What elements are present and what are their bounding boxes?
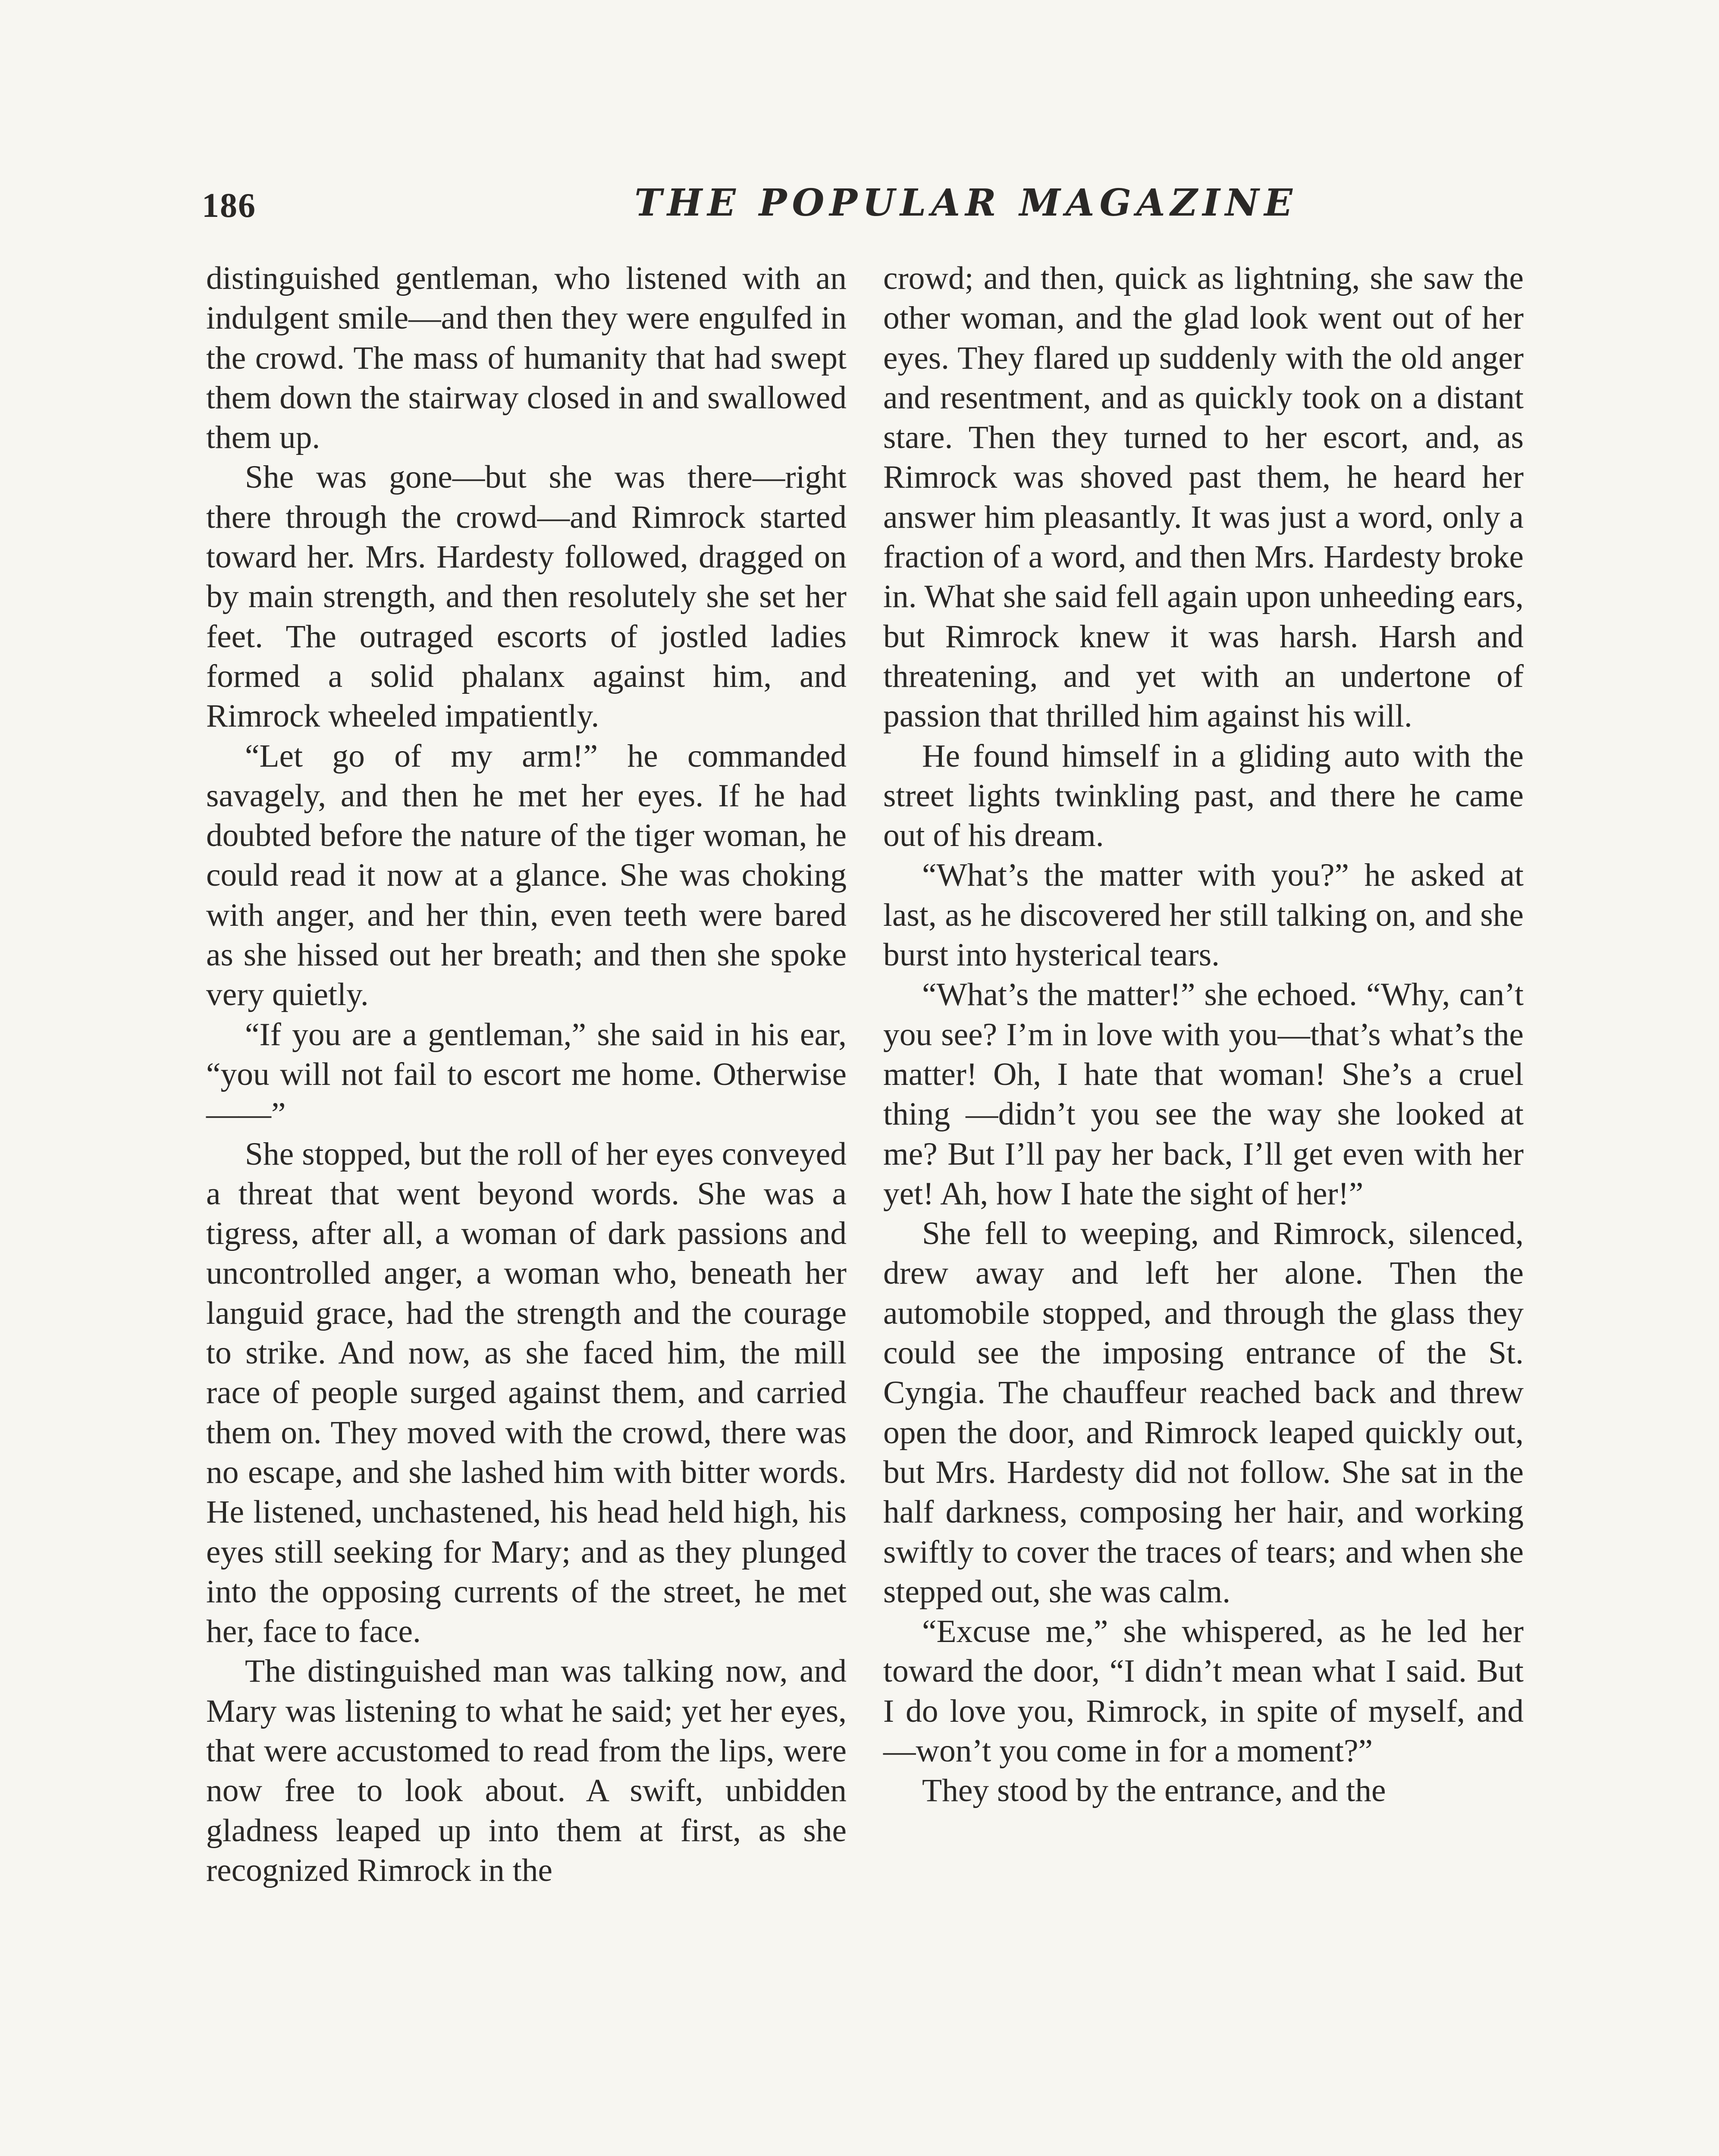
paragraph: “If you are a gentleman,” she said in his ear, “you will not fail to escort me home. Otherwise——” xyxy=(206,1016,847,1132)
paragraph: She was gone—but she was there—right there through the crowd—and Rimrock started toward her. Mrs. Hardesty followed, dragged on by main strength, and then resolutely she set her feet. The outraged escorts of jostled ladies formed a solid phalanx against him, and Rimrock wheeled impatiently. xyxy=(206,459,847,734)
paragraph: She stopped, but the roll of her eyes conveyed a threat that went beyond words. She was a tigress, after all, a woman of dark passions and uncontrolled anger, a woman who, beneath her languid grace, had the strength and the courage to strike. And now, as she faced him, the mill race of people surged against them, and carried them on. They moved with the crowd, there was no escape, and she lashed him with bitter words. He listened, unchastened, his head held high, his eyes still seeking for Mary; and as they plunged into the opposing currents of the street, he met her, face to face. xyxy=(206,1136,847,1650)
left-column xyxy=(206,259,847,1890)
paragraph: “Excuse me,” she whispered, as he led her toward the door, “I didn’t mean what I said. But I do love you, Rimrock, in spite of myself, and—won’t you come in for a moment?” xyxy=(883,1614,1524,1769)
paragraph: crowd; and then, quick as lightning, she saw the other woman, and the glad look went out of her eyes. They flared up suddenly with the old anger and resentment, and as quickly took on a distant stare. Then they turned to her escort, and, as Rimrock was shoved past them, he heard her answer him pleasantly. It was just a word, only a fraction of a word, and then Mrs. Hardesty broke in. What she said fell again upon unheeding ears, but Rimrock knew it was harsh. Harsh and threatening, and yet with an undertone of passion that thrilled him against his will. xyxy=(883,260,1524,734)
paragraph: “What’s the matter with you?” he asked at last, as he discovered her still talking on, and she burst into hysterical tears. xyxy=(883,857,1524,973)
paragraph: “Let go of my arm!” he commanded savagely, and then he met her eyes. If he had doubted before the nature of the tiger woman, he could read it now at a glance. She was choking with anger, and her thin, even teeth were bared as she hissed out her breath; and then she spoke very quietly. xyxy=(206,738,847,1013)
page-number: 186 xyxy=(202,187,256,225)
paragraph: The distinguished man was talking now, and Mary was listening to what he said; yet her eyes, that were accustomed to read from the lips, were now free to look about. A swift, unbidden gladness leaped up into them at first, as she recognized Rimrock in the xyxy=(206,1653,847,1888)
running-head: THE POPULAR MAGAZINE xyxy=(634,181,1298,225)
paragraph: distinguished gentleman, who listened with an indulgent smile—and then they were engulfed in the crowd. The mass of humanity that had swept them down the stairway closed in and swallowed them up. xyxy=(206,260,847,456)
paragraph: “What’s the matter!” she echoed. “Why, can’t you see? I’m in love with you—that’s what’s the matter! Oh, I hate that woman! She’s a cruel thing —didn’t you see the way she looked at me? But I’ll pay her back, I’ll get even with her yet! Ah, how I hate the sight of her!” xyxy=(883,977,1524,1212)
paragraph: She fell to weeping, and Rimrock, silenced, drew away and left her alone. Then the automobile stopped, and through the glass they could see the imposing entrance of the St. Cyngia. The chauffeur reached back and threw open the door, and Rimrock leaped quickly out, but Mrs. Hardesty did not follow. She sat in the half darkness, composing her hair, and working swiftly to cover the traces of tears; and when she stepped out, she was calm. xyxy=(883,1216,1524,1610)
paragraph: He found himself in a gliding auto with the street lights twinkling past, and there he came out of his dream. xyxy=(883,738,1524,854)
paragraph: They stood by the entrance, and the xyxy=(922,1773,1386,1809)
right-column xyxy=(883,259,1524,1811)
